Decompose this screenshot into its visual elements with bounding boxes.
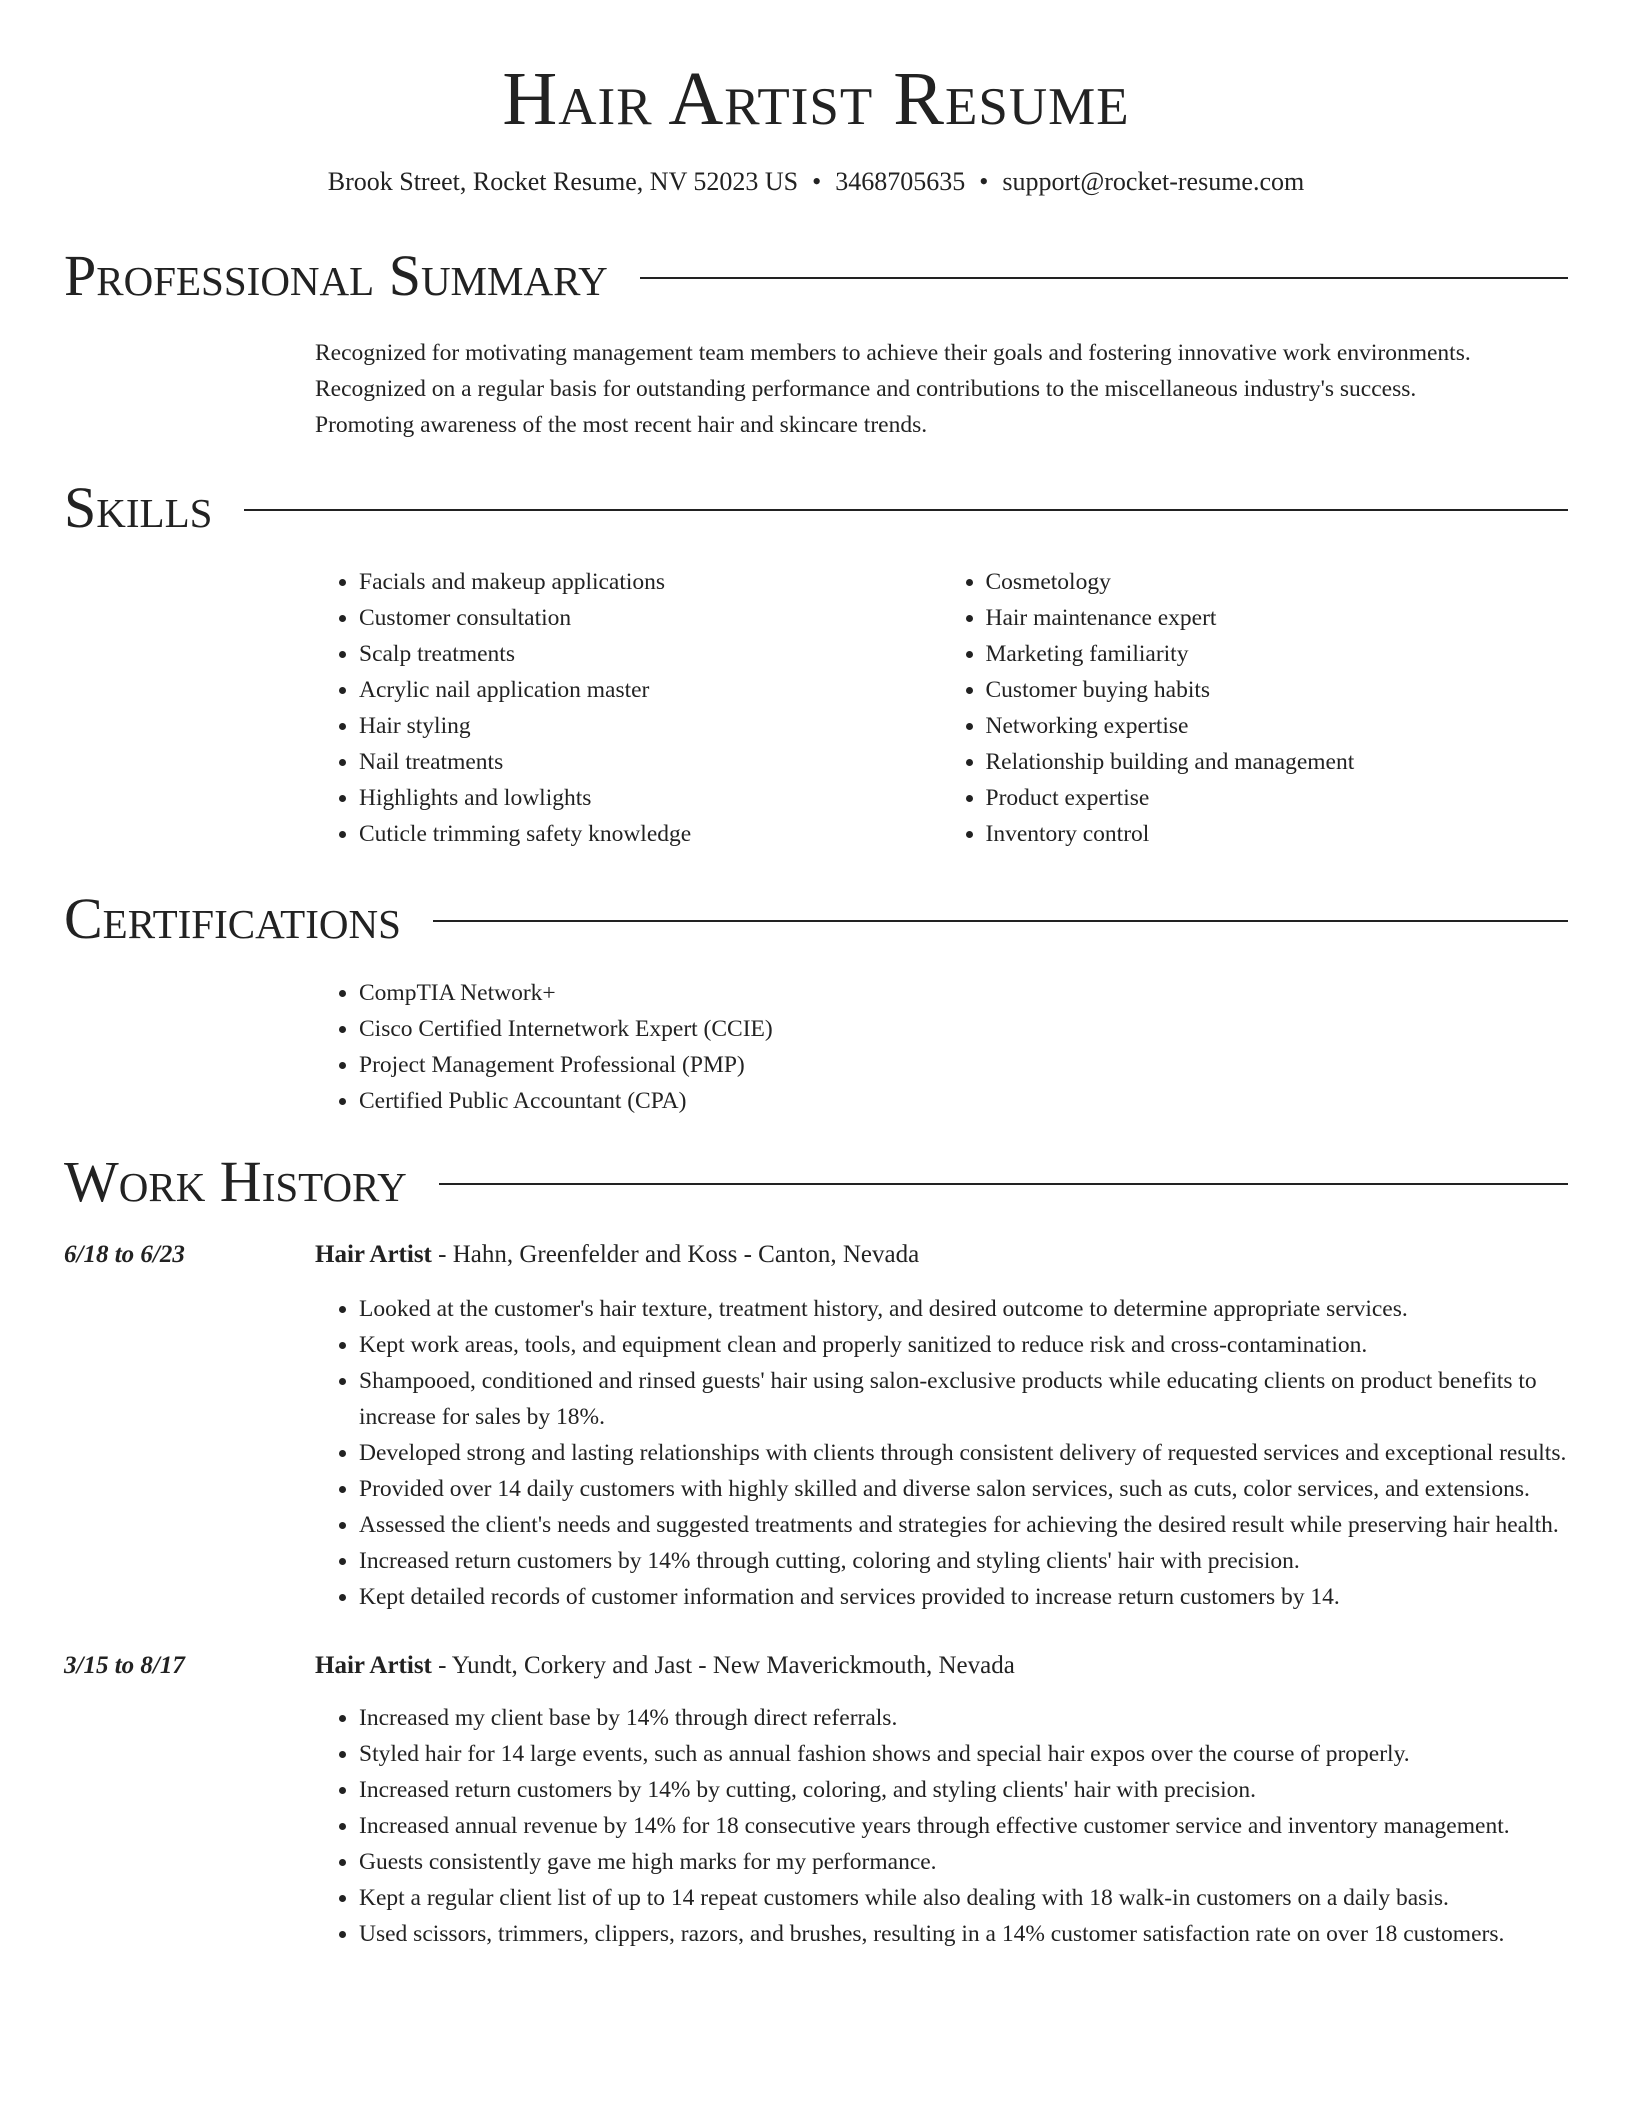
job-bullet: • Kept work areas, tools, and equipment clean and properly sanitized to reduce risk and cross-contamination. <box>359 1327 1568 1363</box>
certification-item: • CompTIA Network+ <box>359 975 1568 1011</box>
job-bullet: • Styled hair for 14 large events, such as annual fashion shows and special hair expos over the course of properly. <box>359 1736 1568 1772</box>
section-divider <box>244 509 1568 511</box>
job-entry <box>64 1648 1568 1952</box>
certifications-list <box>315 975 1568 1119</box>
contact-phone: 3468705635 <box>835 166 966 196</box>
job-bullets <box>315 1700 1568 1952</box>
contact-email: support@rocket-resume.com <box>1002 166 1305 196</box>
skill-item: • Scalp treatments <box>359 636 942 672</box>
certifications-bullets <box>315 975 1568 1119</box>
skill-item: • Marketing familiarity <box>986 636 1569 672</box>
job-heading <box>315 1237 919 1273</box>
job-bullet: • Kept detailed records of customer information and services provided to increase return customers by 14. <box>359 1579 1568 1615</box>
section-title-work-history: Work History <box>64 1148 407 1214</box>
skills-column-right <box>942 564 1569 852</box>
job-title: Hair Artist <box>315 1651 432 1679</box>
contact-address: Brook Street, Rocket Resume, NV 52023 US <box>327 166 799 196</box>
skill-item: • Customer consultation <box>359 600 942 636</box>
job-entry <box>64 1237 1568 1615</box>
section-divider <box>439 1183 1568 1185</box>
skill-item: • Inventory control <box>986 816 1569 852</box>
skill-item: • Facials and makeup applications <box>359 564 942 600</box>
section-title-summary: Professional Summary <box>64 242 608 308</box>
job-bullet: • Shampooed, conditioned and rinsed guests' hair using salon-exclusive products while educating clients on product benefits to increase for sales by 18%. <box>359 1363 1568 1435</box>
skill-item: • Cosmetology <box>986 564 1569 600</box>
certification-item: • Certified Public Accountant (CPA) <box>359 1083 1568 1119</box>
section-header-summary <box>64 242 1568 308</box>
job-bullet: • Developed strong and lasting relationships with clients through consistent delivery of requested services and exceptional results. <box>359 1435 1568 1471</box>
job-dates: 6/18 to 6/23 <box>64 1240 185 1268</box>
skills-list <box>315 564 1568 852</box>
skill-item: • Cuticle trimming safety knowledge <box>359 816 942 852</box>
skill-item: • Product expertise <box>986 780 1569 816</box>
job-dates: 3/15 to 8/17 <box>64 1651 185 1679</box>
contact-line <box>64 166 1568 197</box>
section-header-certifications <box>64 885 1568 951</box>
job-bullet: • Increased return customers by 14% by cutting, coloring, and styling clients' hair with precision. <box>359 1772 1568 1808</box>
job-bullet: • Looked at the customer's hair texture, treatment history, and desired outcome to determine appropriate services. <box>359 1291 1568 1327</box>
job-bullet: • Increased annual revenue by 14% for 18 consecutive years through effective customer service and inventory management. <box>359 1808 1568 1844</box>
job-bullet: • Kept a regular client list of up to 14 repeat customers while also dealing with 18 walk-in customers on a daily basis. <box>359 1880 1568 1916</box>
section-header-work-history <box>64 1148 1568 1214</box>
skill-item: • Hair maintenance expert <box>986 600 1569 636</box>
job-bullet: • Guests consistently gave me high marks for my performance. <box>359 1844 1568 1880</box>
section-title-certifications: Certifications <box>64 885 401 951</box>
job-bullets <box>315 1291 1568 1615</box>
contact-separator: • <box>979 166 989 196</box>
certification-item: • Cisco Certified Internetwork Expert (CCIE) <box>359 1011 1568 1047</box>
job-heading <box>315 1648 1015 1684</box>
job-bullet: • Used scissors, trimmers, clippers, razors, and brushes, resulting in a 14% customer satisfaction rate on over 18 customers. <box>359 1916 1568 1952</box>
skills-column-left <box>315 564 942 852</box>
skill-item: • Acrylic nail application master <box>359 672 942 708</box>
section-title-skills: Skills <box>64 474 213 540</box>
skill-item: • Nail treatments <box>359 744 942 780</box>
section-divider <box>640 277 1568 279</box>
job-company: - Yundt, Corkery and Jast - New Maverickmouth, Nevada <box>431 1651 1015 1679</box>
section-header-skills <box>64 474 1568 540</box>
summary-line: Recognized on a regular basis for outstanding performance and contributions to the miscellaneous industry's success. <box>315 375 1417 402</box>
job-company: - Hahn, Greenfelder and Koss - Canton, Nevada <box>431 1240 920 1268</box>
summary-text <box>315 335 1568 443</box>
certification-item: • Project Management Professional (PMP) <box>359 1047 1568 1083</box>
job-header <box>64 1237 1568 1273</box>
job-title: Hair Artist <box>315 1240 432 1268</box>
job-bullet: • Assessed the client's needs and suggested treatments and strategies for achieving the desired result while preserving hair health. <box>359 1507 1568 1543</box>
skill-item: • Hair styling <box>359 708 942 744</box>
job-bullet: • Increased return customers by 14% through cutting, coloring and styling clients' hair with precision. <box>359 1543 1568 1579</box>
job-bullet: • Provided over 14 daily customers with highly skilled and diverse salon services, such as cuts, color services, and extensions. <box>359 1471 1568 1507</box>
summary-line: Recognized for motivating management team members to achieve their goals and fostering innovative work environments. <box>315 339 1471 366</box>
skill-item: • Customer buying habits <box>986 672 1569 708</box>
job-header <box>64 1648 1568 1684</box>
resume-title: Hair Artist Resume <box>502 57 1130 141</box>
section-divider <box>433 920 1568 922</box>
skill-item: • Highlights and lowlights <box>359 780 942 816</box>
contact-separator: • <box>812 166 822 196</box>
summary-line: Promoting awareness of the most recent hair and skincare trends. <box>315 411 928 438</box>
job-bullet: • Increased my client base by 14% through direct referrals. <box>359 1700 1568 1736</box>
skill-item: • Relationship building and management <box>986 744 1569 780</box>
skill-item: • Networking expertise <box>986 708 1569 744</box>
